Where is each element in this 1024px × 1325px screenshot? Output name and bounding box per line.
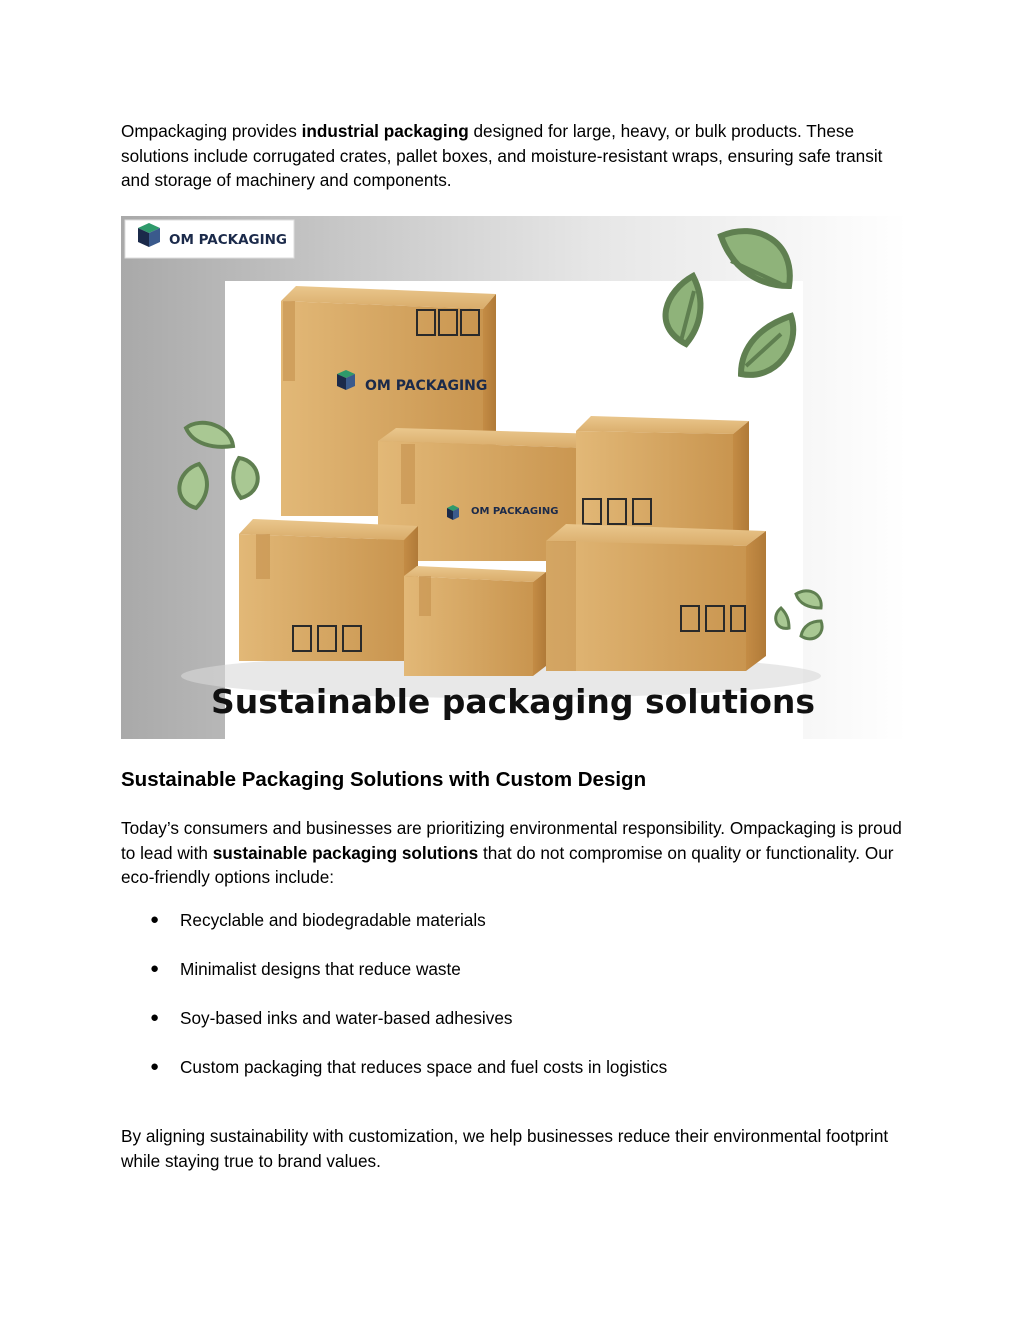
section-intro-post: that do not compromise on quality or functionality. Our eco-friendly options include: xyxy=(121,842,894,887)
box-logo-text: OM PACKAGING xyxy=(365,378,488,394)
list-item-text: Recyclable and biodegradable materials xyxy=(180,910,486,930)
section-intro-bold-term: sustainable packaging solutions xyxy=(212,842,479,863)
bullet-icon: ● xyxy=(150,960,160,977)
list-item-text: Custom packaging that reduces space and fuel costs in logistics xyxy=(180,1057,668,1077)
list-item xyxy=(121,1055,667,1104)
list-item xyxy=(121,908,667,957)
cardboard-box-front-small xyxy=(404,566,546,676)
logo-text: OM PACKAGING xyxy=(169,232,288,248)
bullet-icon: ● xyxy=(150,1009,160,1026)
list-item xyxy=(121,957,667,1006)
image-artwork xyxy=(121,216,907,739)
section-intro-paragraph xyxy=(121,816,911,890)
bullet-icon: ● xyxy=(150,911,160,928)
box-logo-cube-icon xyxy=(337,370,355,390)
intro-text-pre: Ompackaging provides xyxy=(121,121,302,141)
bullet-icon: ● xyxy=(150,1058,160,1075)
om-packaging-logo xyxy=(125,220,294,258)
image-caption: Sustainable packaging solutions xyxy=(210,682,816,721)
intro-paragraph xyxy=(121,119,911,193)
cardboard-box-right-large xyxy=(546,524,766,671)
svg-text:OM PACKAGING: OM PACKAGING xyxy=(471,506,559,517)
list-item-text: Minimalist designs that reduce waste xyxy=(180,959,461,979)
section-intro-pre: Today’s consumers and businesses are prioritizing environmental responsibility. Ompackaging is proud to lead with xyxy=(121,818,902,863)
cardboard-box-left-lower xyxy=(239,519,418,661)
section-heading: Sustainable Packaging Solutions with Custom Design xyxy=(121,768,647,791)
closing-paragraph: By aligning sustainability with customization, we help businesses reduce their environmental footprint while staying true to brand values. xyxy=(121,1126,889,1171)
intro-bold-term: industrial packaging xyxy=(301,121,469,141)
intro-text-post: designed for large, heavy, or bulk products. These solutions include corrugated crates, pallet boxes, and moisture-resistant wraps, ensuring safe transit and storage of machinery and components. xyxy=(121,121,883,190)
eco-options-list xyxy=(121,908,667,1104)
cube-logo-icon xyxy=(138,223,160,247)
sustainable-packaging-image xyxy=(121,216,907,739)
list-item xyxy=(121,1006,667,1055)
list-item-text: Soy-based inks and water-based adhesives xyxy=(180,1008,513,1028)
